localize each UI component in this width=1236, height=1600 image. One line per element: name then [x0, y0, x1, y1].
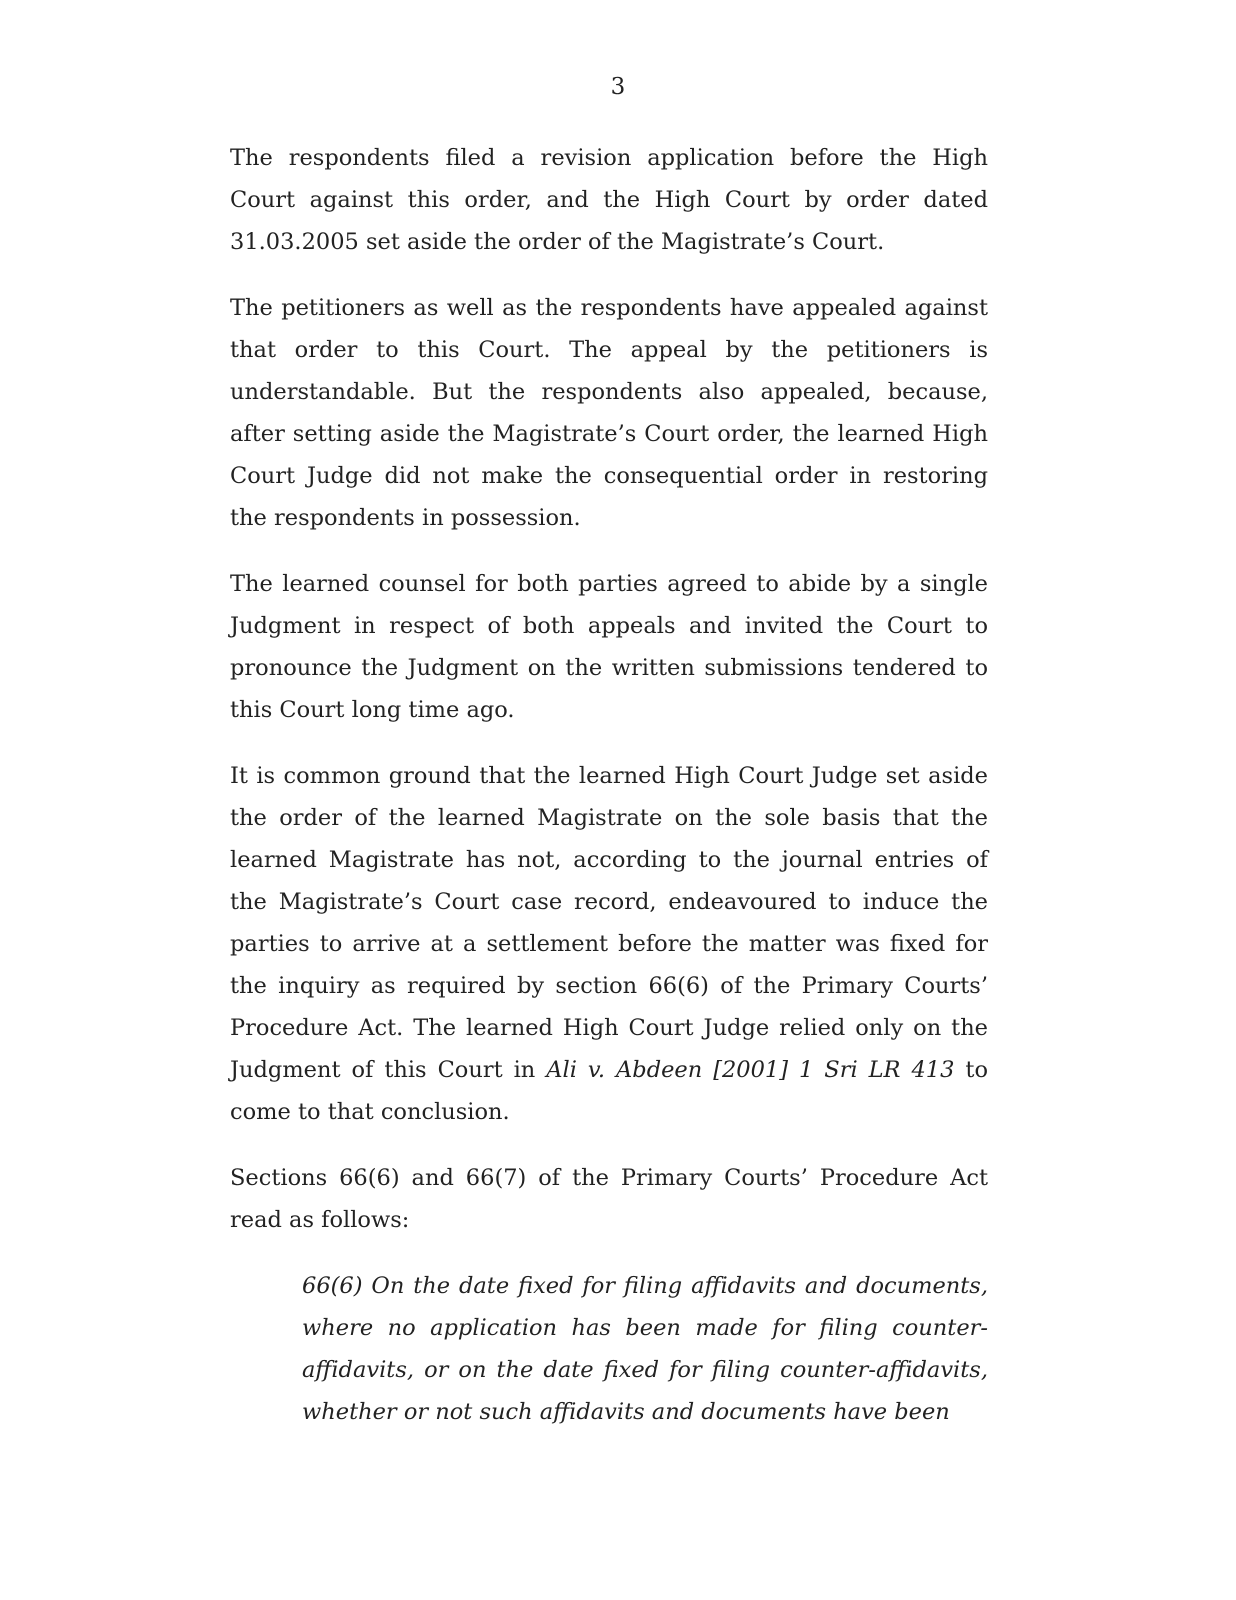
- common-ground-text: It is common ground that the learned High Court Judge set aside the order of the learned Magistrate on the sole basis that the learned Magistrate has not, according to the journal entries of the Magistrate’s Court case record, endeavoured to induce the parties to arrive at a settlement before the matter was fixed for the inquiry as required by section 66(6) of the Primary Courts’ Procedure Act. The learned High Court Judge relied only on the Judgment of this Court in: [230, 763, 988, 1083]
- paragraph-appeals: The petitioners as well as the respondents have appealed against that order to this Court. The appeal by the petitioners is understandable. But the respondents also appealed, because, after setting aside the Magistrate’s Court order, the learned High Court Judge did not make the consequential order in restoring the respondents in possession.: [230, 295, 988, 531]
- common-ground-conclusion: to come to that conclusion.: [230, 1057, 988, 1125]
- paragraph-sections-intro: Sections 66(6) and 66(7) of the Primary Courts’ Procedure Act read as follows:: [230, 1165, 988, 1233]
- paragraph-common-ground: [230, 755, 988, 1133]
- page-number: 3: [610, 74, 626, 100]
- paragraph-single-judgment: The learned counsel for both parties agreed to abide by a single Judgment in respect of both appeals and invited the Court to pronounce the Judgment on the written submissions tendered to this Court long time ago.: [230, 571, 988, 723]
- statute-quote: 66(6) On the date fixed for filing affidavits and documents, where no application has been made for filing counter-affidavits, or on the date fixed for filing counter-affidavits, whether or not such affidavits and documents have been: [302, 1273, 988, 1425]
- case-citation: Ali v. Abdeen [2001] 1 Sri LR 413: [546, 1057, 955, 1083]
- document-body: [230, 137, 988, 1433]
- paragraph-revision-application: The respondents filed a revision application before the High Court against this order, and the High Court by order dated 31.03.2005 set aside the order of the Magistrate’s Court.: [230, 145, 988, 255]
